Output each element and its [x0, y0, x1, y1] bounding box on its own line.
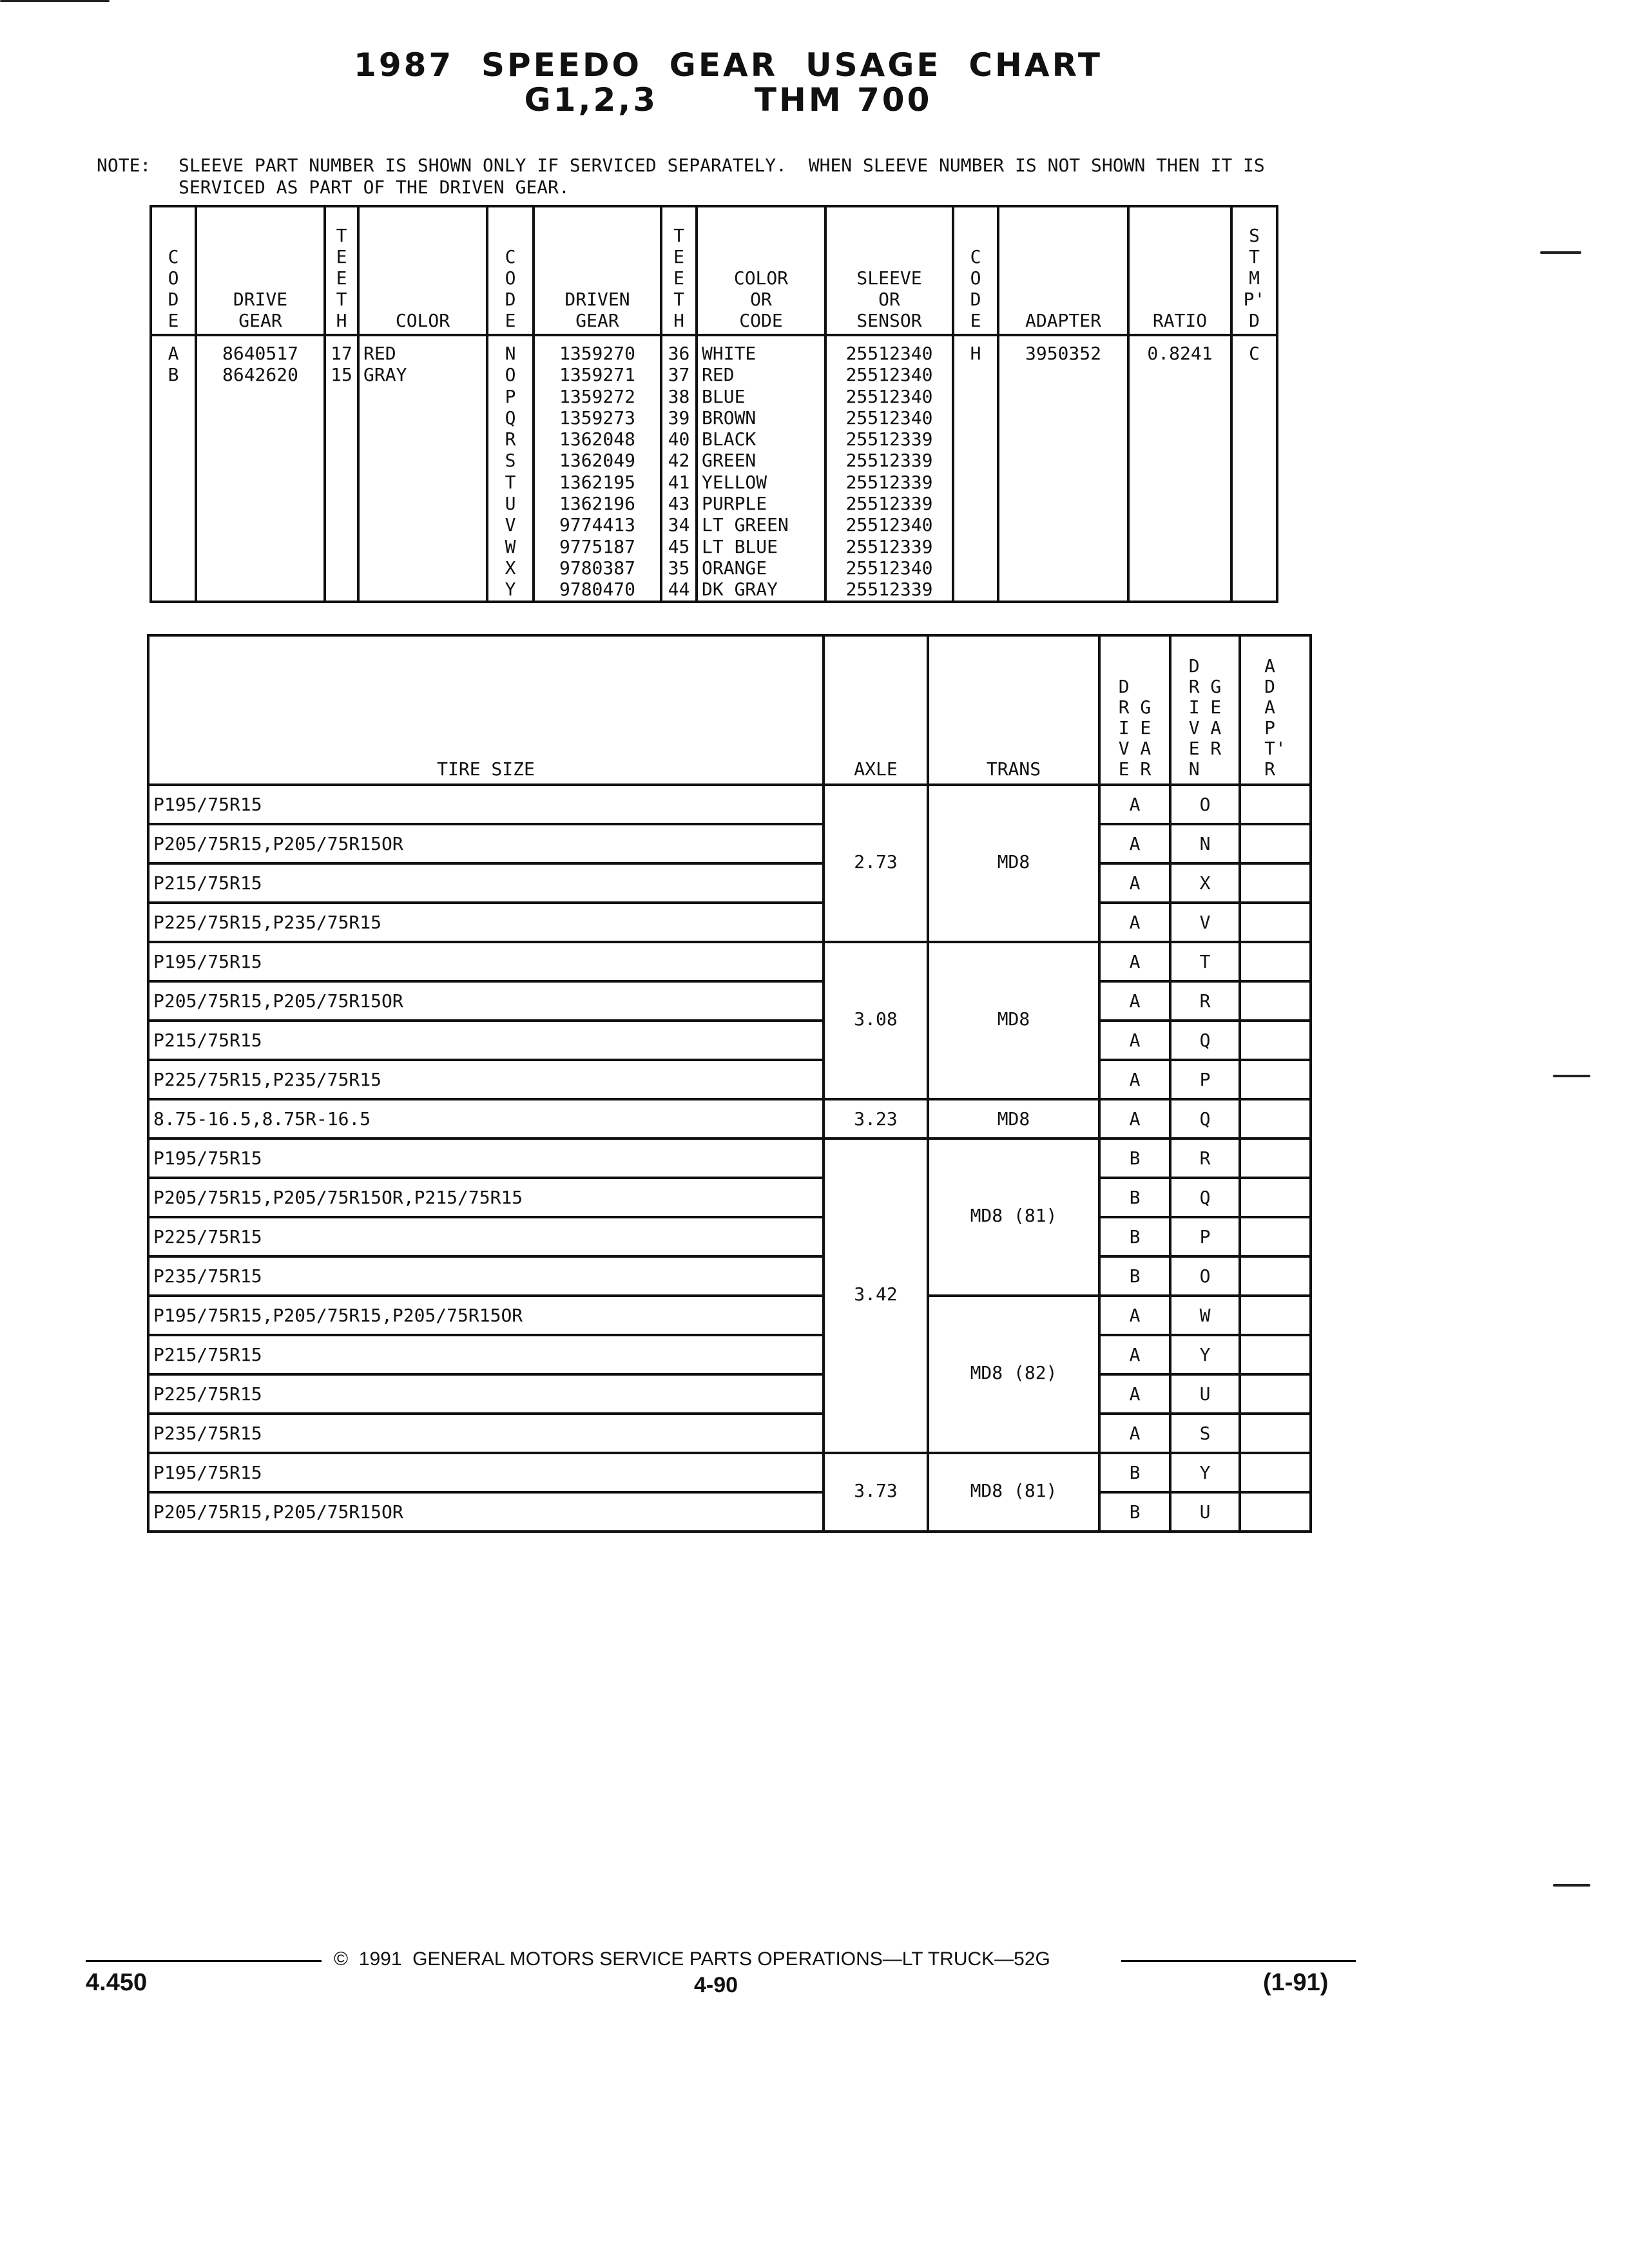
- header-teeth: T E E T H: [325, 206, 358, 335]
- adapter-number: 3950352: [998, 335, 1128, 602]
- drive-codes: A B: [151, 335, 196, 602]
- header-axle: AXLE: [824, 635, 928, 785]
- header-ratio: RATIO: [1128, 206, 1231, 335]
- driven-gear-cell: V: [1170, 903, 1240, 942]
- drive-gear-cell: A: [1099, 942, 1170, 981]
- scan-mark: [1553, 1884, 1590, 1887]
- drive-teeth: 17 15: [325, 335, 358, 602]
- table-row: [148, 1374, 1311, 1414]
- tire-size-cell: P205/75R15,P205/75R15OR: [148, 981, 824, 1021]
- header-tire-size: TIRE SIZE: [148, 635, 824, 785]
- axle-cell: 3.73: [824, 1453, 928, 1532]
- drive-gear-cell: B: [1099, 1256, 1170, 1296]
- adapter-cell: [1240, 1060, 1311, 1099]
- table-row: [148, 1099, 1311, 1139]
- driven-gear-cell: S: [1170, 1414, 1240, 1453]
- adapter-cell: [1240, 942, 1311, 981]
- adapter-cell: [1240, 1296, 1311, 1335]
- trans-cell: MD8 (81): [928, 1139, 1099, 1296]
- driven-gear-cell: R: [1170, 981, 1240, 1021]
- tire-size-cell: P205/75R15,P205/75R15OR: [148, 824, 824, 863]
- header-stamped: S T M P' D: [1231, 206, 1277, 335]
- copyright-text: © 1991 GENERAL MOTORS SERVICE PARTS OPERATIONS—LT TRUCK—52G: [334, 1948, 1050, 1970]
- drive-gear-cell: A: [1099, 1099, 1170, 1139]
- adapter-cell: [1240, 1374, 1311, 1414]
- tire-size-cell: P195/75R15: [148, 1453, 824, 1492]
- table-row: [148, 1060, 1311, 1099]
- tire-size-cell: P205/75R15,P205/75R15OR,P215/75R15: [148, 1178, 824, 1217]
- drive-gear-cell: A: [1099, 1414, 1170, 1453]
- table-row: [148, 903, 1311, 942]
- drive-gear-cell: A: [1099, 863, 1170, 903]
- note-text-line2: SERVICED AS PART OF THE DRIVEN GEAR.: [178, 177, 570, 198]
- adapter-cell: [1240, 1139, 1311, 1178]
- table-row: [148, 1296, 1311, 1335]
- header-adapter: [1240, 635, 1311, 785]
- driven-gear-cell: P: [1170, 1060, 1240, 1099]
- tire-size-cell: P205/75R15,P205/75R15OR: [148, 1492, 824, 1532]
- drive-gear-cell: B: [1099, 1139, 1170, 1178]
- driven-gear-cell: U: [1170, 1374, 1240, 1414]
- header-driven-gear: [1170, 635, 1240, 785]
- axle-cell: 3.08: [824, 942, 928, 1099]
- table-row: [148, 981, 1311, 1021]
- scan-mark: [0, 0, 110, 2]
- axle-cell: 2.73: [824, 785, 928, 942]
- section-number: 4.450: [86, 1969, 148, 1996]
- trans-cell: MD8: [928, 1099, 1099, 1139]
- axle-cell: 3.42: [824, 1139, 928, 1453]
- footer-rule-left: [86, 1960, 322, 1962]
- tire-size-cell: P225/75R15,P235/75R15: [148, 1060, 824, 1099]
- drive-gear-cell: B: [1099, 1217, 1170, 1256]
- driven-gear-cell: Q: [1170, 1178, 1240, 1217]
- header-driven-gear-text: D R G I E V A E R N: [1188, 655, 1222, 780]
- header-color: COLOR: [358, 206, 487, 335]
- drive-gear-cell: A: [1099, 824, 1170, 863]
- header-trans: TRANS: [928, 635, 1099, 785]
- adapter-cell: [1240, 981, 1311, 1021]
- header-drive-gear: [1099, 635, 1170, 785]
- driven-gear-cell: U: [1170, 1492, 1240, 1532]
- table-row: [148, 1414, 1311, 1453]
- gear-table-header: [151, 206, 1277, 335]
- drive-gear-cell: B: [1099, 1492, 1170, 1532]
- scan-mark: [1553, 1075, 1590, 1077]
- adapter-cell: [1240, 1099, 1311, 1139]
- adapter-cell: [1240, 1414, 1311, 1453]
- tire-size-cell: P195/75R15: [148, 785, 824, 824]
- scan-mark: [1540, 251, 1581, 254]
- drive-gear-cell: A: [1099, 1021, 1170, 1060]
- tire-size-cell: P215/75R15: [148, 1021, 824, 1060]
- header-drive-gear-text: D R G I E V A E R: [1118, 676, 1152, 780]
- tire-size-cell: P225/75R15: [148, 1374, 824, 1414]
- header-adapter: ADAPTER: [998, 206, 1128, 335]
- header-color-or-code: COLOR OR CODE: [697, 206, 825, 335]
- drive-gear-cell: A: [1099, 981, 1170, 1021]
- table-row: [148, 1139, 1311, 1178]
- driven-gear-numbers: 1359270 1359271 1359272 1359273 1362048 1362049 1362195 1362196 9774413 9775187 9780387 9780470: [534, 335, 661, 602]
- gear-table: [149, 205, 1278, 603]
- table-row: [148, 1335, 1311, 1374]
- table-row: [148, 942, 1311, 981]
- tire-size-cell: P235/75R15: [148, 1256, 824, 1296]
- adapter-cell: [1240, 1256, 1311, 1296]
- driven-gear-cell: N: [1170, 824, 1240, 863]
- driven-gear-cell: Q: [1170, 1099, 1240, 1139]
- tire-size-cell: P215/75R15: [148, 1335, 824, 1374]
- header-adapter-text: A D A P T' R: [1264, 655, 1286, 780]
- header-teeth: T E E T H: [661, 206, 697, 335]
- note-text-line1: SLEEVE PART NUMBER IS SHOWN ONLY IF SERVICED SEPARATELY. WHEN SLEEVE NUMBER IS NOT SHOWN THEN IT IS: [178, 155, 1265, 176]
- driven-gear-cell: P: [1170, 1217, 1240, 1256]
- adapter-cell: [1240, 824, 1311, 863]
- table-row: [148, 824, 1311, 863]
- stamped-value: C: [1231, 335, 1277, 602]
- header-code: C O D E: [487, 206, 534, 335]
- driven-codes: N O P Q R S T U V W X Y: [487, 335, 534, 602]
- driven-gear-cell: Y: [1170, 1335, 1240, 1374]
- driven-gear-cell: R: [1170, 1139, 1240, 1178]
- revision-date: (1-91): [1263, 1969, 1329, 1996]
- tire-size-cell: P225/75R15,P235/75R15: [148, 903, 824, 942]
- table-row: [148, 1256, 1311, 1296]
- header-drive-gear: DRIVE GEAR: [196, 206, 325, 335]
- sleeve-numbers: 25512340 25512340 25512340 25512340 25512339 25512339 25512339 25512339 25512340 25512339 25512340 25512339: [825, 335, 953, 602]
- header-sleeve-or-sensor: SLEEVE OR SENSOR: [825, 206, 953, 335]
- adapter-cell: [1240, 1021, 1311, 1060]
- driven-colors: WHITE RED BLUE BROWN BLACK GREEN YELLOW PURPLE LT GREEN LT BLUE ORANGE DK GRAY: [697, 335, 825, 602]
- driven-gear-cell: O: [1170, 785, 1240, 824]
- trans-cell: MD8 (81): [928, 1453, 1099, 1532]
- table-row: [148, 1178, 1311, 1217]
- tire-size-cell: P195/75R15: [148, 1139, 824, 1178]
- axle-cell: 3.23: [824, 1099, 928, 1139]
- usage-table: [147, 634, 1312, 1533]
- table-row: [148, 1492, 1311, 1532]
- page-subtitle: G1,2,3 THM 700: [524, 81, 932, 119]
- table-row: [148, 785, 1311, 824]
- trans-cell: MD8: [928, 942, 1099, 1099]
- table-row: [148, 863, 1311, 903]
- drive-gear-cell: A: [1099, 1335, 1170, 1374]
- gear-table-body: [151, 335, 1277, 602]
- drive-gear-cell: A: [1099, 1296, 1170, 1335]
- adapter-cell: [1240, 1217, 1311, 1256]
- tire-size-cell: 8.75-16.5,8.75R-16.5: [148, 1099, 824, 1139]
- adapter-code: H: [953, 335, 998, 602]
- tire-size-cell: P235/75R15: [148, 1414, 824, 1453]
- adapter-cell: [1240, 863, 1311, 903]
- header-code: C O D E: [953, 206, 998, 335]
- drive-gear-cell: A: [1099, 785, 1170, 824]
- adapter-cell: [1240, 1178, 1311, 1217]
- drive-colors: RED GRAY: [358, 335, 487, 602]
- drive-gear-cell: A: [1099, 1374, 1170, 1414]
- page-number: 4-90: [694, 1973, 738, 1997]
- adapter-cell: [1240, 1335, 1311, 1374]
- trans-cell: MD8 (82): [928, 1296, 1099, 1453]
- table-row: [148, 1021, 1311, 1060]
- tire-size-cell: P195/75R15: [148, 942, 824, 981]
- usage-table-header: [148, 635, 1311, 785]
- driven-gear-cell: Y: [1170, 1453, 1240, 1492]
- drive-gear-numbers: 8640517 8642620: [196, 335, 325, 602]
- adapter-cell: [1240, 903, 1311, 942]
- drive-gear-cell: B: [1099, 1178, 1170, 1217]
- table-row: [148, 1453, 1311, 1492]
- adapter-cell: [1240, 785, 1311, 824]
- drive-gear-cell: A: [1099, 1060, 1170, 1099]
- driven-gear-cell: X: [1170, 863, 1240, 903]
- footer-rule-right: [1121, 1960, 1356, 1962]
- note-label: NOTE:: [97, 155, 151, 176]
- drive-gear-cell: B: [1099, 1453, 1170, 1492]
- drive-gear-cell: A: [1099, 903, 1170, 942]
- driven-gear-cell: T: [1170, 942, 1240, 981]
- table-row: [148, 1217, 1311, 1256]
- trans-cell: MD8: [928, 785, 1099, 942]
- ratio-value: 0.8241: [1128, 335, 1231, 602]
- tire-size-cell: P215/75R15: [148, 863, 824, 903]
- adapter-cell: [1240, 1453, 1311, 1492]
- tire-size-cell: P195/75R15,P205/75R15,P205/75R15OR: [148, 1296, 824, 1335]
- adapter-cell: [1240, 1492, 1311, 1532]
- driven-teeth: 36 37 38 39 40 42 41 43 34 45 35 44: [661, 335, 697, 602]
- header-code: C O D E: [151, 206, 196, 335]
- page-title: 1987 SPEEDO GEAR USAGE CHART: [354, 46, 1103, 84]
- driven-gear-cell: Q: [1170, 1021, 1240, 1060]
- driven-gear-cell: W: [1170, 1296, 1240, 1335]
- driven-gear-cell: O: [1170, 1256, 1240, 1296]
- header-driven-gear: DRIVEN GEAR: [534, 206, 661, 335]
- tire-size-cell: P225/75R15: [148, 1217, 824, 1256]
